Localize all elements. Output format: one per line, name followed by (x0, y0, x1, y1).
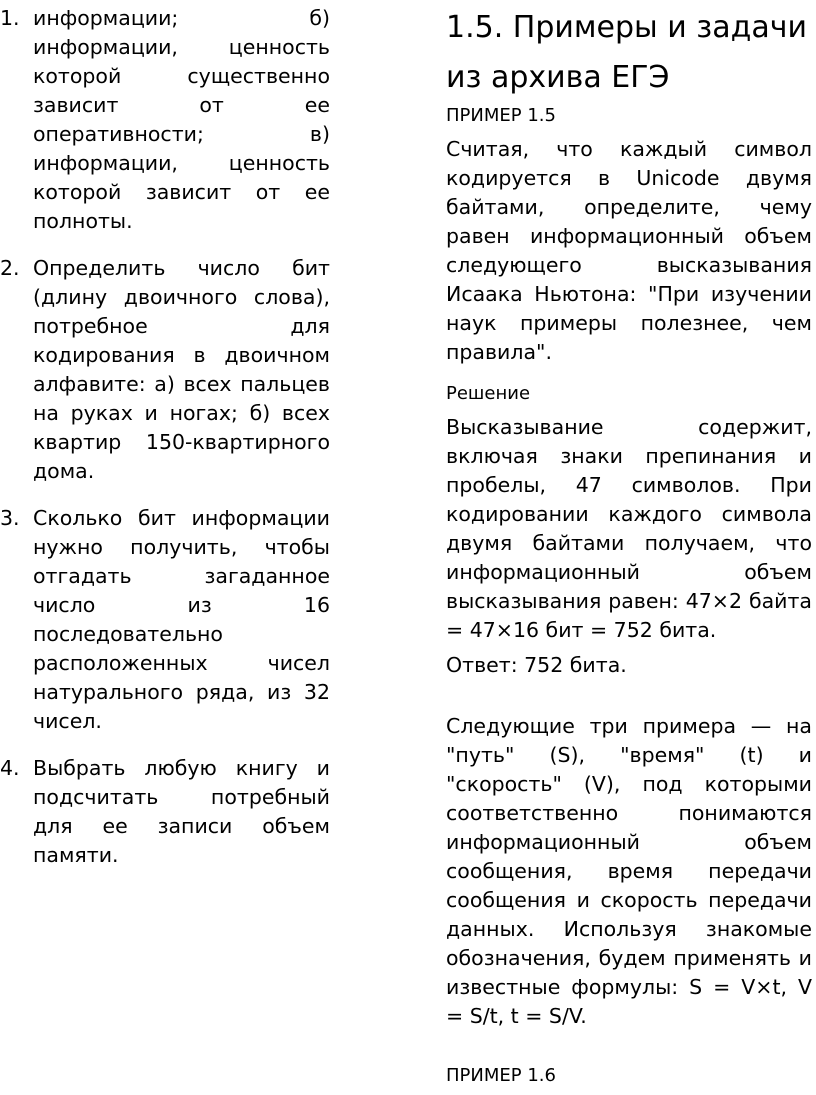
list-item-text: Выбрать любую книгу и подсчитать потребный для ее записи объем памяти. (33, 756, 330, 867)
list-item (0, 4, 330, 236)
list-item (0, 504, 330, 736)
list-item-number: 2. (0, 256, 20, 280)
list-item (0, 754, 330, 870)
example-label: ПРИМЕР 1.5 (446, 105, 556, 126)
section-heading: 1.5. Примеры и задачи из архива ЕГЭ (446, 10, 807, 95)
list-item-text: Определить число бит (длину двоичного слова), потребное для кодирования в двоичном алфавите: а) всех пальцев на руках и ногах; б) всех квартир 150-квартирного дома. (33, 256, 330, 483)
spacer (446, 367, 812, 381)
task-list (0, 4, 330, 870)
spacer (446, 680, 812, 712)
answer-text: Ответ: 752 бита. (446, 653, 627, 677)
left-column (0, 0, 330, 888)
intro-text: Следующие три примера — на "путь" (S), "время" (t) и "скорость" (V), под которыми соответственно понимаются информационный объем сообщения, время передачи сообщения и скорость передачи данных. Используя знакомые обозначения, будем применять и известные формулы: S = V×t, V = S/t, t = S/V. (446, 714, 812, 1028)
solution-label: Решение (446, 383, 531, 404)
right-column (446, 0, 812, 1095)
list-item-number: 4. (0, 756, 20, 780)
list-item (0, 254, 330, 486)
example-text: Считая, что каждый символ кодируется в Unicode двумя байтами, определите, чему равен информационный объем следующего высказывания Исаака Ньютона: "При изучении наук примеры полезнее, чем правила". (446, 137, 812, 364)
solution-text: Высказывание содержит, включая знаки препинания и пробелы, 47 символов. При кодировании каждого символа двумя байтами получаем, что информационный объем высказывания равен: 47×2 байта = 47×16 бит = 752 бита. (446, 415, 812, 642)
example-label: ПРИМЕР 1.6 (446, 1065, 556, 1086)
list-item-text: Сколько бит информации нужно получить, чтобы отгадать загаданное число из 16 последовательно расположенных чисел натурального ряда, из 32 чисел. (33, 506, 330, 733)
list-item-number: 1. (0, 6, 20, 30)
list-item-text: информации; б) информации, ценность которой существенно зависит от ее оперативности; в) информации, ценность которой зависит от ее полноты. (33, 6, 330, 233)
spacer (446, 1031, 812, 1063)
list-item-number: 3. (0, 506, 20, 530)
